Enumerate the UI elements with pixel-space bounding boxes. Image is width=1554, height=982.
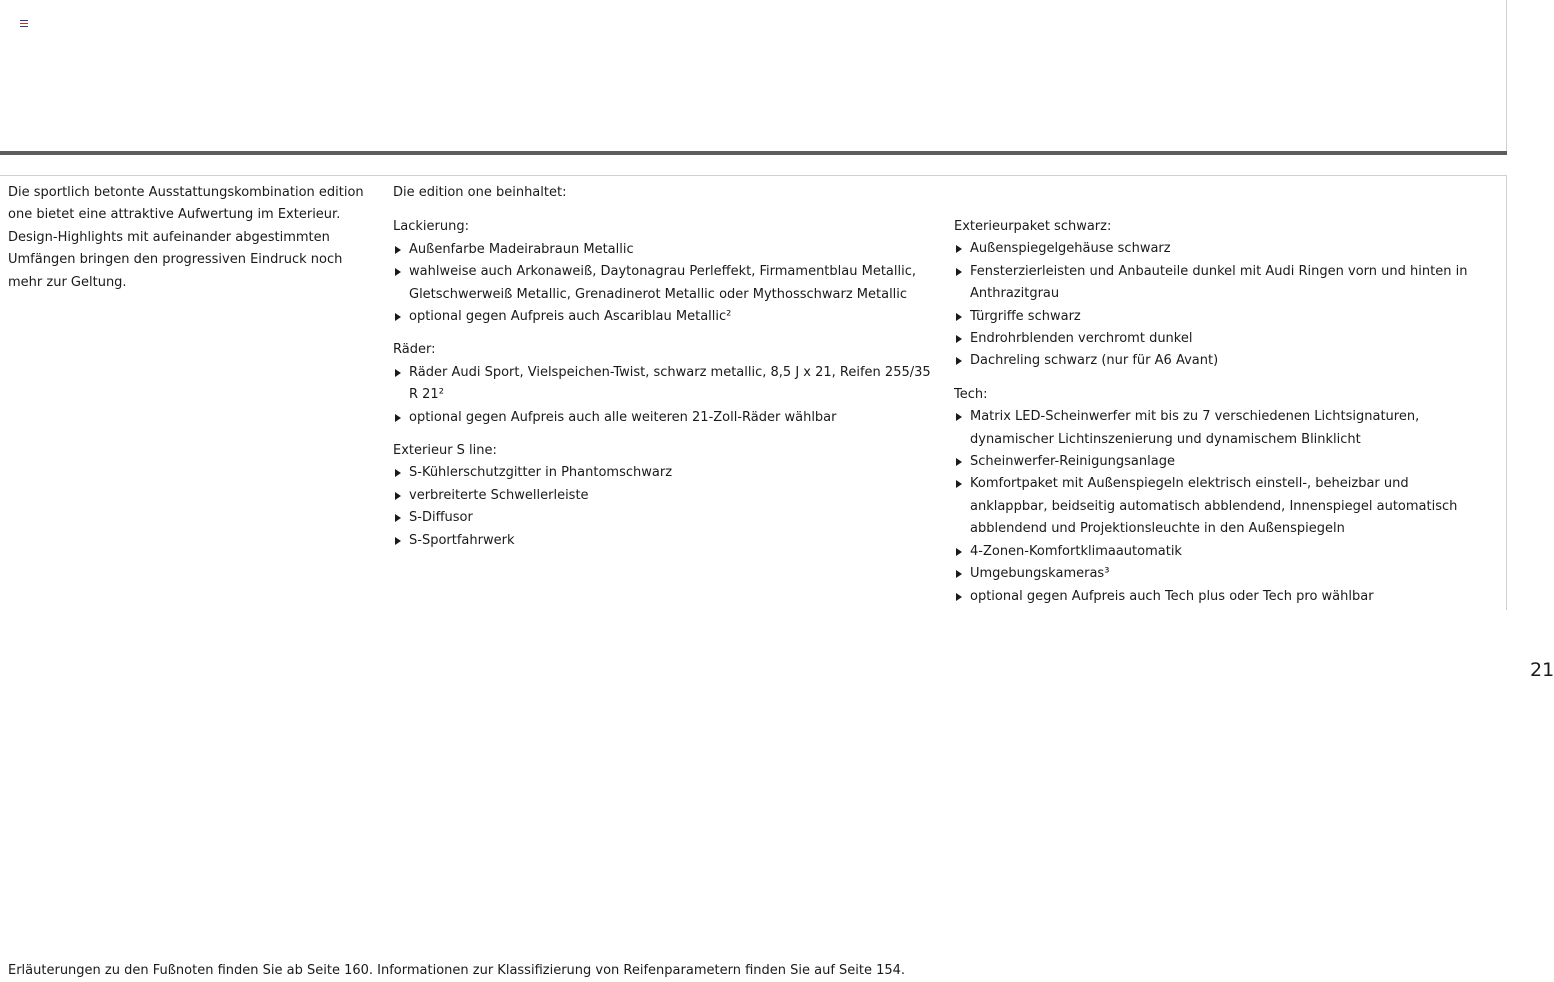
list-item: 4-Zonen-Komfortklimaautomatik bbox=[954, 541, 1489, 563]
intro-column bbox=[8, 182, 370, 294]
list-item: Außenspiegelgehäuse schwarz bbox=[954, 238, 1489, 260]
list-item: optional gegen Aufpreis auch alle weiteren 21-Zoll-Räder wählbar bbox=[393, 407, 933, 429]
footer-note: Erläuterungen zu den Fußnoten finden Sie ab Seite 160. Informationen zur Klassifizierung von Reifenparametern finden Sie auf Seite 154. bbox=[8, 963, 906, 978]
bullet-list bbox=[393, 239, 933, 329]
section-exterieurpaket bbox=[954, 216, 1489, 373]
list-item: verbreiterte Schwellerleiste bbox=[393, 485, 933, 507]
menu-icon-line-2 bbox=[20, 23, 28, 24]
middle-heading: Die edition one beinhaltet: bbox=[393, 185, 567, 200]
section-title: Exterieur S line: bbox=[393, 443, 497, 459]
list-item: Komfortpaket mit Außenspiegeln elektrisch einstell-, beheizbar und anklappbar, beidseitig automatisch abblendend, Innenspiegel automatisch abblendend und Projektionsleuchte in den Außenspiegeln bbox=[954, 473, 1489, 540]
list-item: Räder Audi Sport, Vielspeichen-Twist, schwarz metallic, 8,5 J x 21, Reifen 255/35 R 21² bbox=[393, 362, 933, 407]
bullet-list bbox=[954, 406, 1489, 608]
list-item: S-Diffusor bbox=[393, 507, 933, 529]
list-item: wahlweise auch Arkonaweiß, Daytonagrau Perleffekt, Firmamentblau Metallic, Gletschwerweiß Metallic, Grenadinerot Metallic oder Mythosschwarz Metallic bbox=[393, 261, 933, 306]
bullet-list bbox=[393, 462, 933, 552]
list-item: S-Kühlerschutzgitter in Phantomschwarz bbox=[393, 462, 933, 484]
right-divider-content bbox=[1506, 175, 1507, 610]
list-item: optional gegen Aufpreis auch Tech plus oder Tech pro wählbar bbox=[954, 586, 1489, 608]
section-title: Räder: bbox=[393, 342, 436, 358]
menu-icon-line-3 bbox=[20, 26, 28, 27]
header-divider bbox=[0, 151, 1507, 155]
list-item: Fensterzierleisten und Anbauteile dunkel mit Audi Ringen vorn und hinten in Anthrazitgrau bbox=[954, 261, 1489, 306]
middle-column bbox=[393, 182, 933, 563]
list-item: Scheinwerfer-Reinigungsanlage bbox=[954, 451, 1489, 473]
section-raeder bbox=[393, 339, 933, 429]
intro-text: Die sportlich betonte Ausstattungskombination edition one bietet eine attraktive Aufwertung im Exterieur. Design-Highlights mit aufeinander abgestimmten Umfängen bringen den progressiven Eindruck noch mehr zur Geltung. bbox=[8, 185, 364, 290]
page-number: 21 bbox=[1530, 659, 1554, 681]
section-title: Exterieurpaket schwarz: bbox=[954, 219, 1112, 234]
list-item: Endrohrblenden verchromt dunkel bbox=[954, 328, 1489, 350]
list-item: Umgebungskameras³ bbox=[954, 563, 1489, 585]
bullet-list bbox=[393, 362, 933, 429]
spacer bbox=[393, 204, 933, 216]
section-exterieur-s-line bbox=[393, 440, 933, 552]
right-column bbox=[954, 216, 1489, 619]
menu-icon-line-1 bbox=[20, 20, 28, 21]
list-item: Matrix LED-Scheinwerfer mit bis zu 7 verschiedenen Lichtsignaturen, dynamischer Lichtinszenierung und dynamischem Blinklicht bbox=[954, 406, 1489, 451]
right-divider-top bbox=[1506, 0, 1507, 152]
section-title: Tech: bbox=[954, 386, 988, 402]
section-lackierung bbox=[393, 216, 933, 328]
list-item: Dachreling schwarz (nur für A6 Avant) bbox=[954, 350, 1489, 372]
menu-icon[interactable] bbox=[20, 20, 28, 27]
section-title: Lackierung: bbox=[393, 219, 469, 235]
section-tech bbox=[954, 384, 1489, 608]
list-item: Türgriffe schwarz bbox=[954, 306, 1489, 328]
list-item: Außenfarbe Madeirabraun Metallic bbox=[393, 239, 933, 261]
bullet-list bbox=[954, 238, 1489, 372]
content-top-divider bbox=[0, 175, 1507, 176]
list-item: optional gegen Aufpreis auch Ascariblau Metallic² bbox=[393, 306, 933, 328]
list-item: S-Sportfahrwerk bbox=[393, 530, 933, 552]
